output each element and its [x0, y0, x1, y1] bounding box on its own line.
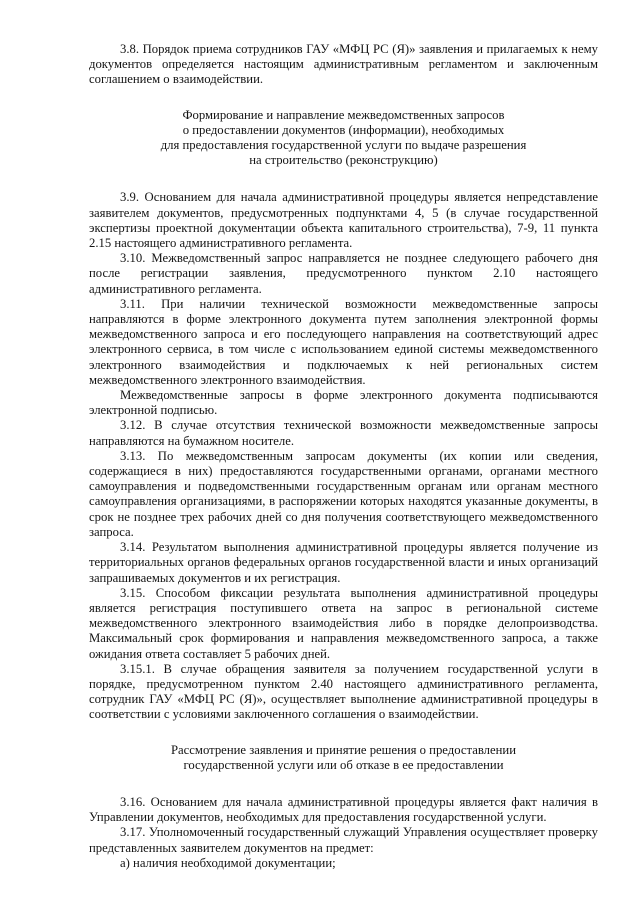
heading-line: Формирование и направление межведомственных запросов: [182, 107, 505, 122]
paragraph-3-16: 3.16. Основанием для начала административной процедуры является факт наличия в Управлении документов, необходимых для предоставления государственной услуги.: [89, 794, 598, 825]
heading-line: на строительство (реконструкцию): [249, 153, 438, 168]
paragraph-3-11: 3.11. При наличии технической возможности межведомственные запросы направляются в форме электронного документа путем заполнения электронной формы межведомственного запроса и его последующего направления на соответствующий адрес электронного сервиса, в том числе с использованием единой системы межведомственного электронного взаимодействия и подключаемых к ней региональных систем межведомственного электронного взаимодействия.: [89, 296, 598, 387]
paragraph-3-8: 3.8. Порядок приема сотрудников ГАУ «МФЦ РС (Я)» заявления и прилагаемых к нему документов определяется настоящим административным регламентом и заключенным соглашением о взаимодействии.: [89, 42, 598, 87]
paragraph-3-13: 3.13. По межведомственным запросам документы (их копии или сведения, содержащиеся в них) предоставляются государственными органами, органами местного самоуправления и подведомственными государственным органам или органам местного самоуправления организациями, в распоряжении которых находятся указанные документы, в срок не позднее трех рабочих дней со дня получения соответствующего межведомственного запроса.: [89, 448, 598, 539]
paragraph-3-15: 3.15. Способом фиксации результата выполнения административной процедуры является регистрация поступившего ответа на запрос в региональной системе межведомственного электронного взаимодействия либо в порядке делопроизводства. Максимальный срок формирования и направления межведомственного запроса, а также ожидания ответа составляет 5 рабочих дней.: [89, 585, 598, 661]
paragraph-3-14: 3.14. Результатом выполнения административной процедуры является получение из территориальных органов федеральных органов государственной власти и иных организаций запрашиваемых документов и их регистрация.: [89, 540, 598, 585]
paragraph-subitem-a: а) наличия необходимой документации;: [120, 855, 336, 870]
section-heading-interagency-requests: [89, 108, 598, 169]
paragraph-3-17: 3.17. Уполномоченный государственный служащий Управления осуществляет проверку представленных заявителем документов на предмет:: [89, 825, 598, 855]
paragraph-3-11-signature: Межведомственные запросы в форме электронного документа подписываются электронной подписью.: [89, 388, 598, 418]
heading-line: государственной услуги или об отказе в ее предоставлении: [183, 757, 504, 772]
section-heading-application-review: [89, 743, 598, 773]
heading-line: о предоставлении документов (информации), необходимых: [182, 122, 505, 137]
paragraph-3-10: 3.10. Межведомственный запрос направляется не позднее следующего рабочего дня после регистрации заявления, предусмотренного пунктом 2.10 настоящего административного регламента.: [89, 251, 598, 296]
paragraph-3-15-1: 3.15.1. В случае обращения заявителя за получением государственной услуги в порядке, предусмотренном пунктом 2.40 настоящего административного регламента, сотрудник ГАУ «МФЦ РС (Я)», осуществляет выполнение административной процедуры в соответствии с условиями заключенного соглашения о взаимодействии.: [89, 661, 598, 722]
heading-line: для предоставления государственной услуги по выдаче разрешения: [160, 138, 527, 153]
paragraph-3-12: 3.12. В случае отсутствия технической возможности межведомственные запросы направляются на бумажном носителе.: [89, 418, 598, 448]
paragraph-3-9: 3.9. Основанием для начала административной процедуры является непредставление заявителем документов, предусмотренных подпунктами 4, 5 (в случае государственной экспертизы проектной документации объекта капитального строительства), 7-9, 11 пункта 2.15 настоящего административного регламента.: [89, 190, 598, 251]
heading-line: Рассмотрение заявления и принятие решения о предоставлении: [170, 742, 517, 757]
